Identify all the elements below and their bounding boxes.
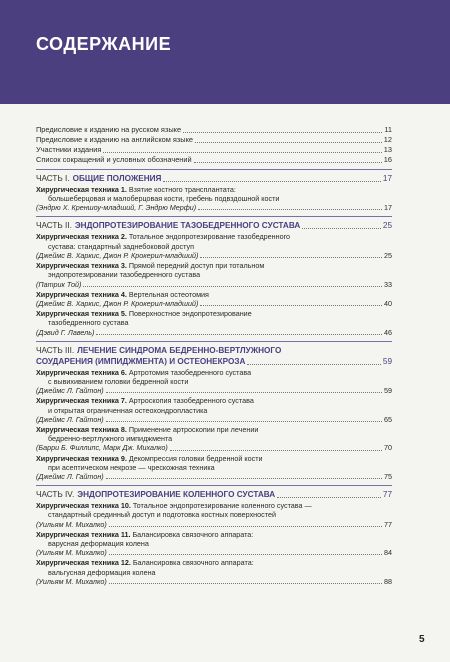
front-matter — [36, 125, 392, 165]
technique-label: Хирургическая техника 2. — [36, 232, 127, 242]
technique-authors: (Джеймс Л. Гайтон) — [36, 414, 104, 424]
toc-entry-page: 11 — [384, 125, 392, 134]
technique-label: Хирургическая техника 5. — [36, 309, 127, 319]
technique-title: Тотальное эндопротезирование тазобедренного — [128, 232, 291, 242]
technique-entry[interactable] — [36, 368, 392, 396]
technique-authors: (Уильям М. Михалко) — [36, 519, 107, 529]
toc-entry-page: 13 — [383, 145, 392, 155]
technique-title: Декомпрессия головки бедренной кости — [128, 453, 263, 463]
technique-title: Балансировка связочного аппарата: — [132, 558, 254, 568]
part-page: 77 — [382, 490, 392, 500]
part-title: ЭНДОПРОТЕЗИРОВАНИЕ ТАЗОБЕДРЕННОГО СУСТАВА — [74, 221, 301, 231]
technique-title-line: при асептическом некрозе — чрескожная техника — [48, 462, 215, 472]
part-page: 59 — [382, 356, 392, 366]
technique-label: Хирургическая техника 11. — [36, 529, 131, 539]
technique-entry[interactable] — [36, 185, 392, 213]
toc-entry[interactable] — [36, 145, 392, 155]
toc — [36, 125, 392, 586]
technique-title-line: сустава: стандартный заднебоковой доступ — [48, 241, 194, 251]
technique-title: Тотальное эндопротезирование коленного сустава — — [132, 501, 312, 511]
technique-title-line: бедренно-вертлужного импиджмента — [48, 434, 173, 444]
toc-entry[interactable] — [36, 155, 392, 165]
technique-page: 17 — [384, 203, 392, 213]
page-title: СОДЕРЖАНИЕ — [36, 34, 172, 54]
technique-title-line: и открытая ограниченная остеохондропластика — [48, 405, 208, 415]
toc-entry-page: 12 — [383, 135, 392, 145]
technique-label: Хирургическая техника 7. — [36, 396, 127, 406]
part-label: ЧАСТЬ II. — [36, 221, 72, 231]
technique-page: 65 — [384, 414, 392, 424]
technique-authors: (Уильям М. Михалко) — [36, 548, 107, 558]
technique-page: 59 — [384, 386, 392, 396]
technique-title: Взятие костного трансплантата: — [128, 184, 236, 194]
technique-authors: (Патрик Той) — [36, 279, 82, 289]
technique-entry[interactable] — [36, 261, 392, 289]
technique-label: Хирургическая техника 12. — [36, 558, 131, 568]
technique-title: Артроскопия тазобедренного сустава — [128, 396, 254, 406]
part-title-line2: СОУДАРЕНИЯ (ИМПИДЖМЕНТА) И ОСТЕОНЕКРОЗА — [36, 356, 246, 366]
technique-title-line: стандартный срединный доступ и подготовка костных поверхностей — [48, 510, 276, 520]
toc-entry[interactable] — [36, 135, 392, 145]
technique-authors: (Джеймс В. Харкис, Джон Р. Крокерил-младший) — [36, 298, 199, 308]
technique-label: Хирургическая техника 4. — [36, 289, 127, 299]
technique-title-line: вальгусная деформация колена — [48, 567, 156, 577]
technique-label: Хирургическая техника 3. — [36, 261, 127, 271]
technique-page: 88 — [384, 576, 392, 586]
part-heading[interactable] — [36, 173, 392, 184]
toc-entry-title: Участники издания — [36, 145, 102, 155]
technique-title-line: эндопротезировании тазобедренного сустава — [48, 270, 201, 280]
technique-page: 84 — [384, 548, 392, 558]
technique-title-line: с вывихиванием головки бедренной кости — [48, 376, 189, 386]
header-banner — [0, 0, 450, 104]
page-number: 5 — [419, 634, 425, 645]
technique-entry[interactable] — [36, 232, 392, 260]
part-heading[interactable] — [36, 489, 392, 500]
technique-entry[interactable] — [36, 396, 392, 424]
technique-entry[interactable] — [36, 454, 392, 482]
toc-entry-title: Список сокращений и условных обозначений — [36, 155, 192, 165]
part-title: ОБЩИЕ ПОЛОЖЕНИЯ — [72, 173, 162, 183]
technique-page: 33 — [384, 279, 392, 289]
technique-label: Хирургическая техника 9. — [36, 453, 127, 463]
technique-title: Балансировка связочного аппарата: — [132, 529, 254, 539]
technique-label: Хирургическая техника 6. — [36, 367, 127, 377]
technique-page: 75 — [384, 471, 392, 481]
technique-entry[interactable] — [36, 290, 392, 308]
part-page: 17 — [382, 173, 392, 183]
part-label: ЧАСТЬ III. — [36, 345, 75, 355]
technique-page: 46 — [384, 327, 392, 337]
part-title: ЛЕЧЕНИЕ СИНДРОМА БЕДРЕННО-ВЕРТЛУЖНОГО — [77, 345, 282, 355]
technique-authors: (Джеймс В. Харкис, Джон Р. Крокерил-младший) — [36, 250, 199, 260]
technique-title-line: большеберцовая и малоберцовая кости, гребень подвздошной кости — [48, 194, 280, 204]
technique-authors: (Джеймс Л. Гайтон) — [36, 386, 104, 396]
technique-label: Хирургическая техника 1. — [36, 184, 127, 194]
technique-title: Артротомия тазобедренного сустава — [128, 367, 252, 377]
toc-entry-title: Предисловие к изданию на русском языке — [36, 125, 182, 134]
technique-authors: (Эндрю Х. Креншоу-младший, Г. Эндрю Мерфи) — [36, 203, 197, 213]
technique-page: 77 — [384, 519, 392, 529]
technique-authors: (Джеймс Л. Гайтон) — [36, 471, 104, 481]
toc-entry[interactable] — [36, 125, 392, 135]
technique-page: 70 — [384, 443, 392, 453]
part-title: ЭНДОПРОТЕЗИРОВАНИЕ КОЛЕННОГО СУСТАВА — [77, 490, 276, 500]
technique-title-line: варусная деформация колена — [48, 538, 149, 548]
technique-title: Вертельная остеотомия — [128, 289, 209, 299]
technique-label: Хирургическая техника 10. — [36, 501, 131, 511]
toc-entry-page: 16 — [383, 155, 392, 165]
part-label: ЧАСТЬ I. — [36, 173, 70, 183]
technique-page: 25 — [384, 250, 392, 260]
technique-authors: (Дэвид Г. Лавель) — [36, 327, 95, 337]
technique-title: Прямой передний доступ при тотальном — [128, 261, 265, 271]
toc-entry-title: Предисловие к изданию на английском языке — [36, 135, 194, 145]
part-heading[interactable] — [36, 345, 392, 367]
technique-entry[interactable] — [36, 425, 392, 453]
technique-authors: (Уильям М. Михалко) — [36, 576, 107, 586]
technique-entry[interactable] — [36, 530, 392, 558]
technique-entry[interactable] — [36, 558, 392, 586]
technique-label: Хирургическая техника 8. — [36, 424, 127, 434]
technique-entry[interactable] — [36, 501, 392, 529]
part-heading[interactable] — [36, 220, 392, 231]
technique-page: 40 — [384, 298, 392, 308]
technique-authors: (Барри Б. Филлипс, Марк Дж. Михалко) — [36, 443, 168, 453]
part-page: 25 — [382, 221, 392, 231]
technique-title: Поверхностное эндопротезирование — [128, 309, 252, 319]
technique-title-line: тазобедренного сустава — [48, 318, 129, 328]
technique-entry[interactable] — [36, 309, 392, 337]
part-label: ЧАСТЬ IV. — [36, 490, 75, 500]
technique-title: Применение артроскопии при лечении — [128, 424, 259, 434]
